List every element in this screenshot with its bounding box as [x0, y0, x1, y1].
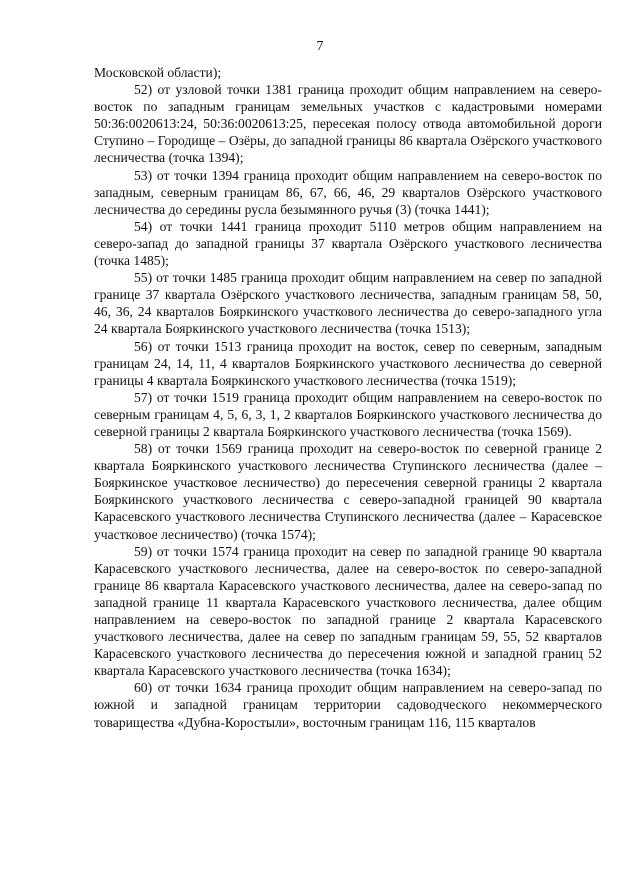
paragraph-item-55: 55) от точки 1485 граница проходит общим направлением на север по западной границе 37 квартала Озёрского участкового лесничества, западным границам 58, 50, 46, 36, 24 кварталов Бояркинского участкового лесничества до северо-западного угла 24 квартала Бояркинского участкового лесничества (точка 1513); [94, 270, 602, 337]
paragraph-continuation: Московской области); [94, 65, 222, 80]
paragraph-item-54: 54) от точки 1441 граница проходит 5110 метров общим направлением на северо-запад до западной границы 37 квартала Озёрского участкового лесничества (точка 1485); [94, 218, 602, 269]
paragraph-item-58: 58) от точки 1569 граница проходит на северо-восток по северной границе 2 квартала Бояркинского участкового лесничества Ступинского лесничества (далее – Бояркинское участковое лесничество) до пересечения северной границы 2 квартала Бояркинского участкового лесничества с северо-западной границей 90 квартала Карасевского участкового лесничества Ступинского лесничества (далее – Карасевское участковое лесничество) (точка 1574); [94, 441, 602, 542]
page-number: 7 [316, 39, 324, 54]
paragraph-item-52: 52) от узловой точки 1381 граница проходит общим направлением на северо-восток по западным границам земельных участков с кадастровыми номерами 50:36:0020613:24, 50:36:0020613:25, пересекая полосу отвода автомобильной дороги Ступино – Городище – Озёры, до западной границы 86 квартала Озёрского участкового лесничества (точка 1394); [94, 82, 602, 166]
paragraph-item-60: 60) от точки 1634 граница проходит общим направлением на северо-запад по южной и западной границам территории садоводческого некоммерческого товарищества «Дубна-Коростыли», восточным границам 116, 115 кварталов [94, 680, 602, 730]
paragraph-item-53: 53) от точки 1394 граница проходит общим направлением на северо-восток по западным, северным границам 86, 67, 66, 46, 29 кварталов Озёрского участкового лесничества до середины русла безымянного ручья (3) (точка 1441); [94, 167, 602, 217]
paragraph-item-56: 56) от точки 1513 граница проходит на восток, север по северным, западным границам 24, 14, 11, 4 кварталов Бояркинского участкового лесничества до северной границы 4 квартала Бояркинского участкового лесничества (точка 1519); [94, 338, 602, 388]
document-body [94, 64, 602, 731]
paragraph-item-59: 59) от точки 1574 граница проходит на север по западной границе 90 квартала Карасевского участкового лесничества, далее на северо-восток по северо-западной границе 86 квартала Карасевского участкового лесничества, далее на северо-запад по западной границе 11 квартала Карасевского участкового лесничества, далее общим направлением на северо-восток по западной границе 2 квартала Карасевского участкового лесничества, далее на север по западным границам 59, 55, 52 кварталов Карасевского участкового лесничества до пересечения южной и западной границ 52 квартала Карасевского участкового лесничества (точка 1634); [94, 543, 602, 679]
paragraph-item-57: 57) от точки 1519 граница проходит общим направлением на северо-восток по северным границам 4, 5, 6, 3, 1, 2 кварталов Бояркинского участкового лесничества до северной границы 2 квартала Бояркинского участкового лесничества (точка 1569). [94, 389, 602, 439]
